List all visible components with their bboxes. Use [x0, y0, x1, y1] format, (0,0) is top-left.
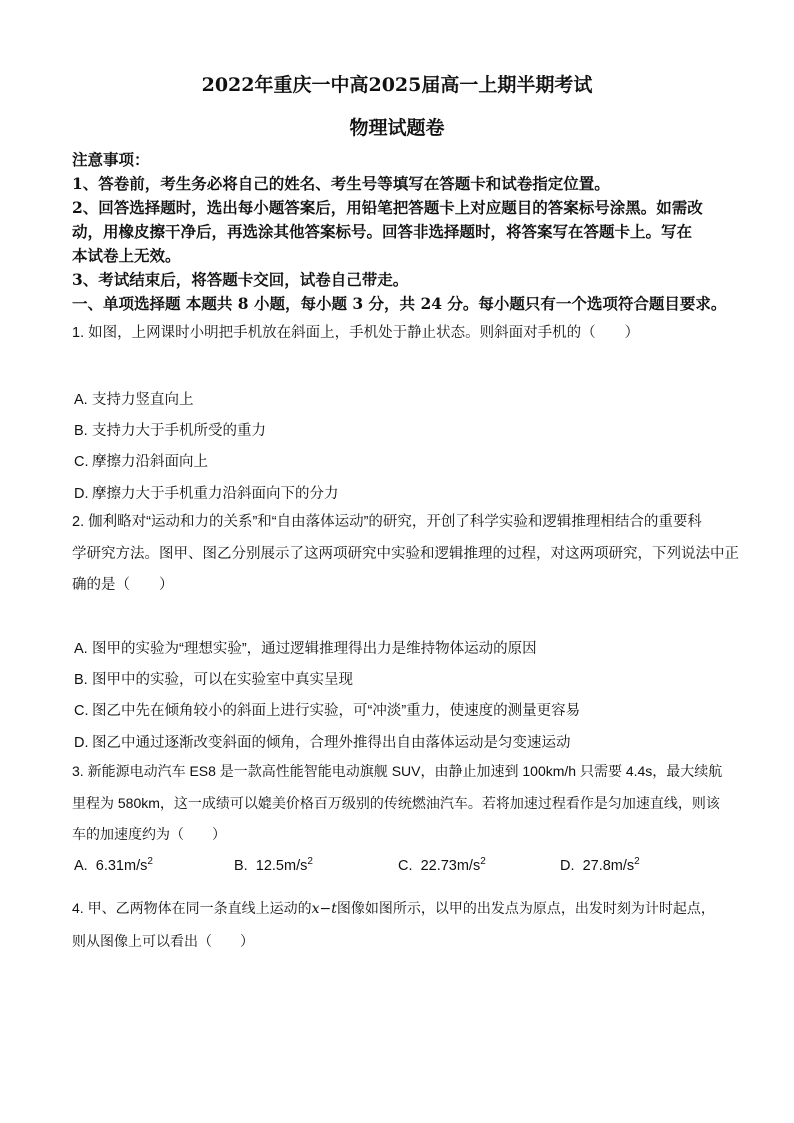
stem-suffix: 图像如图所示，以甲的出发点为原点，出发时刻为计时起点， [336, 900, 715, 916]
question-1-stem: 1. 如图，上网课时小明把手机放在斜面上，手机处于静止状态。则斜面对手机的（ ） [72, 325, 640, 341]
section-heading: 一、单项选择题 本题共 8 小题，每小题 3 分，共 24 分。每小题只有一个选项符合题目要求。 [72, 294, 727, 313]
option-letter: D. [560, 857, 575, 874]
question-3-option-d [560, 856, 640, 874]
option-letter: B. [74, 672, 88, 688]
option-exponent: 2 [634, 856, 640, 867]
stem-line: 车的加速度约为（ ） [72, 826, 226, 842]
stem-line: 里程为 580km，这一成绩可以媲美价格百万级别的传统燃油汽车。若将加速过程看作是匀加速直线，则该 [72, 794, 720, 811]
option-exponent: 2 [147, 856, 153, 867]
option-letter: A. [74, 857, 88, 874]
option-value: 6.31m/s [95, 857, 148, 874]
option-letter: D. [74, 486, 89, 502]
option-text: 图乙中通过逐渐改变斜面的倾角，合理外推得出自由落体运动是匀变速运动 [92, 735, 571, 751]
option-letter: B. [74, 423, 88, 439]
option-letter: C. [74, 703, 89, 719]
option-value: 12.5m/s [255, 857, 308, 874]
option-value: 22.73m/s [420, 857, 481, 874]
question-1-option-b [74, 419, 266, 440]
option-text: 图乙中先在倾角较小的斜面上进行实验，可“冲淡”重力，使速度的测量更容易 [92, 703, 581, 719]
option-text: 摩擦力沿斜面向上 [92, 454, 208, 470]
notes-heading: 注意事项： [72, 150, 150, 169]
question-3-option-b [234, 856, 313, 874]
option-text: 图甲中的实验，可以在实验室中真实呈现 [92, 672, 353, 688]
question-2-option-a [74, 637, 537, 658]
option-letter: A. [74, 392, 88, 408]
stem-line [72, 893, 728, 926]
option-letter: A. [74, 641, 88, 657]
question-1-option-a [74, 388, 194, 409]
option-letter: C. [74, 454, 89, 470]
option-value: 27.8m/s [582, 857, 635, 874]
question-2-stem [72, 507, 739, 602]
notes-item: 本试卷上无效。 [72, 246, 181, 265]
question-3-stem [72, 756, 728, 851]
option-text: 摩擦力大于手机重力沿斜面向下的分力 [92, 486, 339, 502]
stem-prefix: 4. 甲、乙两物体在同一条直线上运动的 [72, 900, 312, 916]
stem-line: 2. 伽利略对“运动和力的关系”和“自由落体运动”的研究，开创了科学实验和逻辑推理相结合的重要科 [72, 514, 702, 530]
question-3-option-c [398, 856, 486, 874]
option-text: 支持力竖直向上 [92, 392, 194, 408]
option-text: 支持力大于手机所受的重力 [92, 423, 266, 439]
notes-item: 1、答卷前，考生务必将自己的姓名、考生号等填写在答题卡和试卷指定位置。 [72, 174, 610, 193]
option-letter: D. [74, 735, 89, 751]
notes-item: 2、回答选择题时，选出每小题答案后，用铅笔把答题卡上对应题目的答案标号涂黑。如需改 [72, 198, 703, 217]
notes-item: 动，用橡皮擦干净后，再选涂其他答案标号。回答非选择题时，将答案写在答题卡上。写在 [72, 222, 693, 241]
exam-title: 2022年重庆一中高2025届高一上期半期考试 [201, 74, 593, 96]
question-3-option-a [74, 856, 153, 874]
question-2-option-c [74, 699, 580, 720]
option-text: 图甲的实验为“理想实验”，通过逻辑推理得出力是维持物体运动的原因 [92, 641, 537, 657]
question-2-option-d [74, 731, 571, 752]
paper-subtitle: 物理试题卷 [349, 117, 445, 139]
question-1-option-d [74, 482, 339, 503]
option-exponent: 2 [480, 856, 486, 867]
notes-item: 3、考试结束后，将答题卡交回，试卷自己带走。 [72, 270, 409, 289]
option-exponent: 2 [307, 856, 313, 867]
question-4-stem [72, 893, 728, 957]
stem-line: 则从图像上可以看出（ ） [72, 932, 254, 949]
notes-block [72, 148, 732, 316]
question-1-option-c [74, 450, 208, 471]
option-letter: B. [234, 857, 248, 874]
stem-line: 确的是（ ） [72, 577, 174, 593]
stem-line: 学研究方法。图甲、图乙分别展示了这两项研究中实验和逻辑推理的过程，对这两项研究，下列说法中正 [72, 545, 739, 562]
question-2-option-b [74, 668, 353, 689]
option-letter: C. [398, 857, 413, 874]
stem-line: 3. 新能源电动汽车 ES8 是一款高性能智能电动旗舰 SUV，由静止加速到 100km/h 只需要 4.4s，最大续航 [72, 763, 723, 779]
math-expression: x−t [311, 901, 337, 917]
